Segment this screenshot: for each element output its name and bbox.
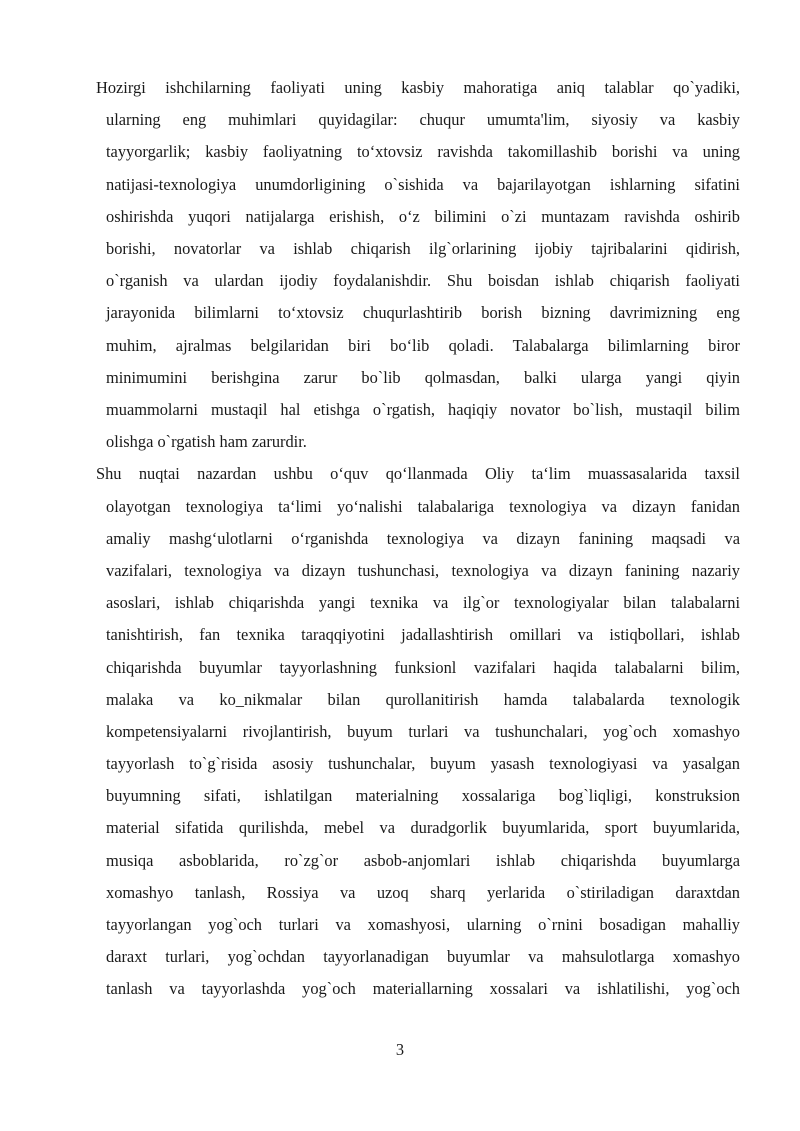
text-line: Hozirgi ishchilarning faoliyati uning kasbiy mahoratiga aniq talablar qo`yadiki, (96, 78, 740, 97)
text-line: muhim, ajralmas belgilaridan biri bo‘lib qoladi. Talabalarga bilimlarning biror (106, 335, 740, 355)
text-line: o`rganish va ulardan ijodiy foydalanishdir. Shu boisdan ishlab chiqarish faoliyati (106, 271, 740, 291)
text-line: olayotgan texnologiya ta‘limi yo‘nalishi talabalariga texnologiya va dizayn fanidan (106, 496, 740, 516)
text-line: minimumini berishgina zarur bo`lib qolmasdan, balki ularga yangi qiyin (106, 367, 740, 387)
text-line: xomashyo tanlash, Rossiya va uzoq sharq yerlarida o`stiriladigan daraxtdan (106, 882, 740, 902)
text-line: muammolarni mustaqil hal etishga o`rgatish, haqiqiy novator bo`lish, mustaqil bilim (106, 399, 740, 419)
paragraph-1 (96, 72, 740, 458)
text-line: musiqa asboblarida, ro`zg`or asbob-anjomlari ishlab chiqarishda buyumlarga (106, 850, 740, 870)
text-line: Shu nuqtai nazardan ushbu o‘quv qo‘llanmada Oliy ta‘lim muassasalarida taxsil (96, 464, 740, 484)
text-line: material sifatida qurilishda, mebel va duradgorlik buyumlarida, sport buyumlarida, (106, 818, 740, 838)
text-line: tanlash va tayyorlashda yog`och materiallarning xossalari va ishlatilishi, yog`och (106, 979, 740, 999)
text-line: tayyorlash to`g`risida asosiy tushunchalar, buyum yasash texnologiyasi va yasalgan (106, 754, 740, 774)
text-line: buyumning sifati, ishlatilgan materialning xossalariga bog`liqligi, konstruksion (106, 786, 740, 806)
text-line: tanishtirish, fan texnika taraqqiyotini jadallashtirish omillari va istiqbollari, ishlab (106, 625, 740, 645)
text-line: olishga o`rgatish ham zarurdir. (106, 432, 307, 452)
text-line: natijasi-texnologiya unumdorligining o`sishida va bajarilayotgan ishlarning sifatini (106, 174, 740, 194)
text-line: tayyorgarlik; kasbiy faoliyatning to‘xtovsiz ravishda takomillashib borishi va uning (106, 142, 740, 162)
text-line: chiqarishda buyumlar tayyorlashning funksionl vazifalari haqida talabalarni bilim, (106, 657, 740, 677)
text-line: tayyorlangan yog`och turlari va xomashyosi, ularning o`rnini bosadigan mahalliy (106, 915, 740, 935)
text-line: amaliy mashg‘ulotlarni o‘rganishda texnologiya va dizayn fanining maqsadi va (106, 528, 740, 548)
text-line: kompetensiyalarni rivojlantirish, buyum turlari va tushunchalari, yog`och xomashyo (106, 721, 740, 741)
text-line: oshirishda yuqori natijalarga erishish, o‘z bilimini o`zi muntazam ravishda oshirib (106, 206, 740, 226)
text-line: ularning eng muhimlari quyidagilar: chuqur umumta'lim, siyosiy va kasbiy (106, 110, 740, 130)
text-line: malaka va ko_nikmalar bilan qurollanitirish hamda talabalarda texnologik (106, 689, 740, 709)
text-line: vazifalari, texnologiya va dizayn tushunchasi, texnologiya va dizayn fanining nazariy (106, 560, 740, 580)
text-line: daraxt turlari, yog`ochdan tayyorlanadigan buyumlar va mahsulotlarga xomashyo (106, 947, 740, 967)
paragraph-2 (96, 458, 740, 1005)
text-line: jarayonida bilimlarni to‘xtovsiz chuqurlashtirib borish bizning davrimizning eng (106, 303, 740, 323)
page-number: 3 (395, 1040, 405, 1059)
text-line: borishi, novatorlar va ishlab chiqarish ilg`orlarining ijobiy tajribalarini qidirish, (106, 238, 740, 258)
text-line: asoslari, ishlab chiqarishda yangi texnika va ilg`or texnologiyalar bilan talabalarni (106, 593, 740, 613)
